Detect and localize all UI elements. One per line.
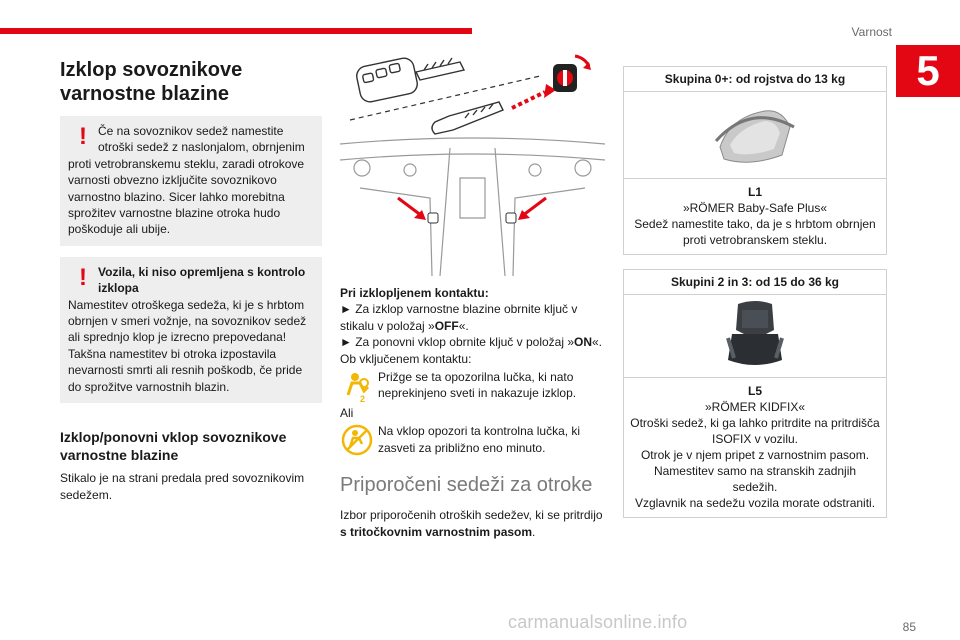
seat-code: L1 — [747, 185, 762, 199]
step-on: ► Za ponovni vklop obrnite ključ v položaj »ON«. — [340, 335, 603, 350]
seat-description — [624, 179, 886, 254]
seat-name: »RÖMER KIDFIX« — [704, 400, 806, 414]
chapter-tab: 5 — [896, 45, 960, 97]
warning-exclamation-icon: ! — [79, 263, 87, 291]
page-number: 85 — [902, 620, 916, 634]
svg-text:2: 2 — [360, 394, 366, 404]
indicator-lamp-right-icon — [506, 213, 516, 223]
column-middle — [340, 48, 605, 540]
booster-seat-icon — [720, 298, 790, 374]
warning-title: Vozila, ki niso opremljena s kontrolo — [98, 264, 306, 279]
seat-description — [624, 378, 886, 517]
seat-name: »RÖMER Baby-Safe Plus« — [682, 201, 828, 215]
seat-code: L5 — [747, 384, 762, 398]
seat-note: Otrok je v njem pripet z varnostnim pasom. Namestitev samo na stranskih zadnjih sedežih. — [640, 448, 870, 494]
warning-lead: Če na sovoznikov sedež namestite — [98, 124, 284, 138]
section-title: Varnost — [851, 25, 892, 39]
section-heading: Priporočeni sedeži za otroke — [340, 474, 593, 497]
airbag-key-switch-illustration — [340, 48, 605, 276]
column-right — [623, 66, 887, 532]
airbag-off-warning-lamp-icon — [340, 369, 374, 403]
subsection-title: Izklop/ponovni vklop sovoznikove varnostne blazine — [60, 429, 287, 464]
lamp-off-text: Prižge se ta opozorilna lučka, ki nato neprekinjeno sveti in nakazuje izklop. — [378, 370, 577, 401]
dashboard-icon — [340, 138, 605, 276]
warning-text: otroški sedež z naslonjalom, obrnjenim proti vetrobranskemu steklu, zaradi otrokove varnosti obvezno izklјučite sovoznikovo varnostno blazino. Sicer lahko morebitna sprožitev varnostne blazine otroka hudo poškoduje ali ubije. — [68, 140, 305, 237]
or-text: Ali — [340, 406, 354, 421]
off-heading: Pri izklopljenem kontaktu: — [340, 286, 489, 300]
warning-text: Namestitev otroškega sedeža, ki je s hrbtom obrnjen v smeri vožnje, na sovoznikov sedež ali sprednjo klop je izrecno prepovedana! Takšna namestitev bi otroka izpostavila nevarnosti smrti ali resnih poškodb, če pride do sprožitve varnostnih blazin. — [68, 297, 307, 394]
seat-box-group23 — [623, 269, 887, 518]
airbag-switch-icon — [553, 56, 591, 92]
seat-box-header: Skupina 0+: od rojstva do 13 kg — [624, 67, 886, 92]
body-text: Stikalo je na strani predala pred sovoznikovim sedežem. — [60, 471, 305, 502]
column-left — [60, 58, 322, 503]
key-fob-icon — [355, 56, 464, 103]
warning-box-airbag — [60, 116, 322, 246]
seat-note: Otroški sedež, ki ga lahko pritrdite na pritrdišča ISOFIX v vozilu. — [630, 416, 880, 446]
intro-text: Izbor priporočenih otroških sedežev, ki se pritrdijo s tritočkovnim varnostnim pasom. — [340, 508, 603, 539]
airbag-on-indicator-lamp-icon — [340, 423, 374, 457]
indicator-lamp-left-icon — [428, 213, 438, 223]
baby-carrier-seat-icon — [710, 97, 800, 173]
warning-exclamation-icon: ! — [79, 123, 87, 150]
seat-note: Vzglavnik na sedežu vozila morate odstraniti. — [634, 496, 876, 510]
lamp-off-row — [340, 369, 605, 403]
key-blade-icon — [432, 102, 503, 134]
header-accent-bar — [0, 28, 472, 34]
on-heading: Ob vključenem kontaktu: — [340, 351, 472, 366]
warning-title-cont: izklopa — [98, 281, 139, 296]
step-off: ► Za izklop varnostne blazine obrnite ključ v stikalu v položaj »OFF«. — [340, 302, 578, 333]
lamp-on-row — [340, 423, 605, 457]
watermark: carmanualsonline.info — [508, 612, 688, 632]
seat-image-container — [624, 295, 886, 378]
instructions — [340, 285, 605, 540]
warning-box-no-control — [60, 257, 322, 403]
page-title: Izklop sovoznikove varnostne blazine — [60, 59, 243, 105]
seat-box-group0 — [623, 66, 887, 255]
seat-box-header: Skupini 2 in 3: od 15 do 36 kg — [624, 270, 886, 295]
seat-image-container — [624, 92, 886, 179]
lamp-on-text: Na vklop opozori ta kontrolna lučka, ki zasveti za približno eno minuto. — [378, 424, 581, 455]
seat-note: Sedež namestite tako, da je s hrbtom obrnjen proti vetrobranskem steklu. — [634, 217, 876, 247]
